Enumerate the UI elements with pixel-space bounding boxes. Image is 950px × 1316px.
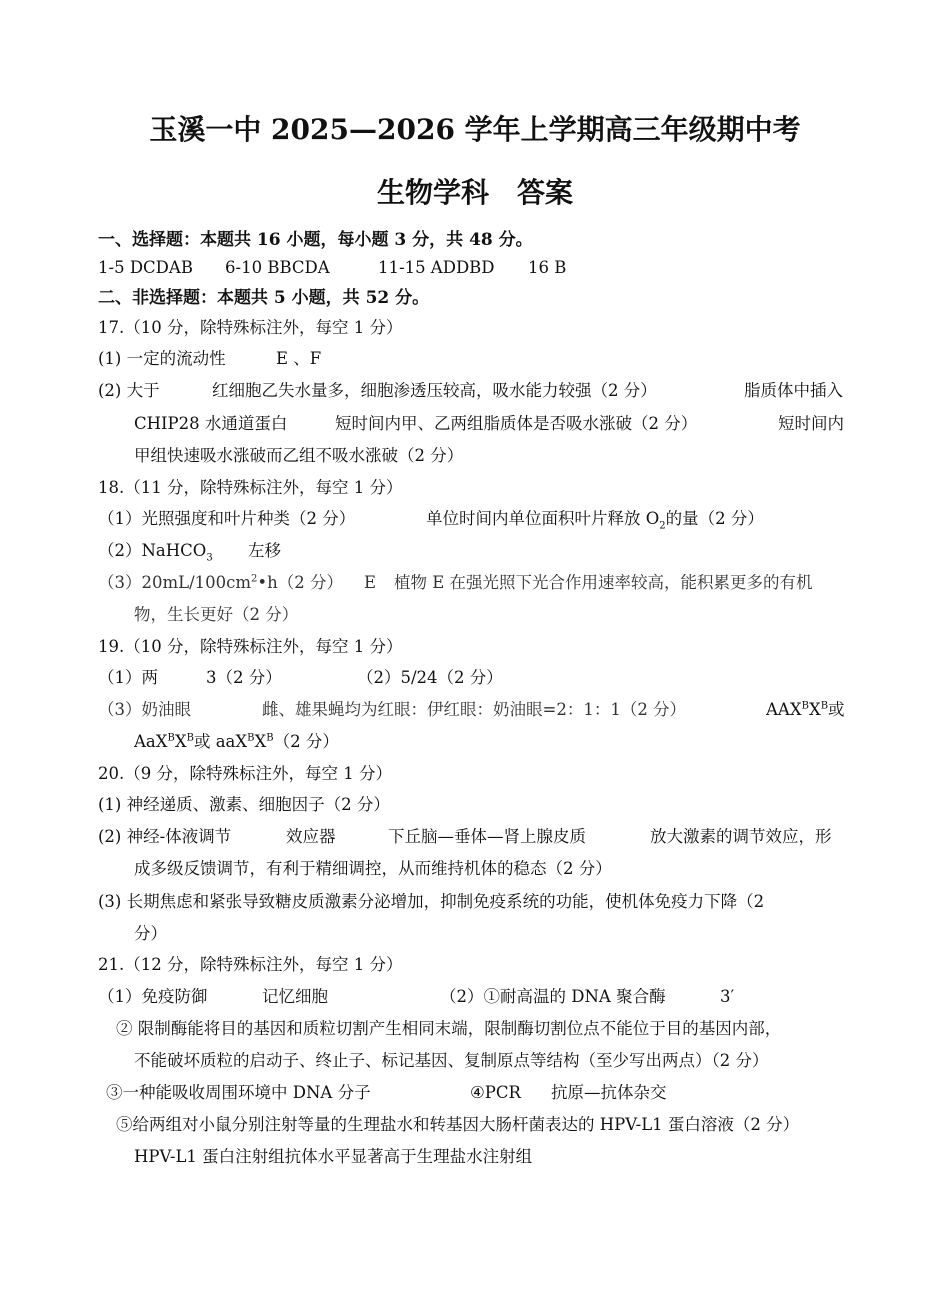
answer-text: 下丘脑—垂体—肾上腺皮质 xyxy=(388,827,586,846)
answer-text: （2）5/24（2 分） xyxy=(357,668,503,687)
answer-text: (2) 大于 xyxy=(98,381,160,400)
answer-text: 成多级反馈调节，有利于精细调控，从而维持机体的稳态（2 分） xyxy=(134,859,612,878)
answer-text: (3) 长期焦虑和紧张导致糖皮质激素分泌增加，抑制免疫系统的功能，使机体免疫力下降（2 xyxy=(98,892,765,911)
answer-text: 不能破坏质粒的启动子、终止子、标记基因、复制原点等结构（至少写出两点）（2 分） xyxy=(134,1051,769,1070)
answer-text: (2) 神经-体液调节 xyxy=(98,827,232,846)
section-heading: 二、非选择题：本题共 5 小题，共 52 分。 xyxy=(98,288,430,308)
section-heading: 一、选择题：本题共 16 小题，每小题 3 分，共 48 分。 xyxy=(98,230,533,250)
answer-text: （1）免疫防御 xyxy=(98,987,208,1006)
answer-text: 3（2 分） xyxy=(206,668,282,687)
answer-text: $(3)20mL/100cm^2•h(2$ 分） xyxy=(98,573,344,592)
answer-text: ④PCR xyxy=(470,1083,521,1102)
answer-text: 抗原—抗体杂交 xyxy=(551,1083,667,1102)
answer-text: (1) 神经递质、激素、细胞因子（2 分） xyxy=(98,795,390,814)
answer-text: E xyxy=(364,573,377,592)
answer-text: HPV-L1 蛋白注射组抗体水平显著高于生理盐水注射组 xyxy=(134,1147,533,1166)
answer-text: $AaX^BX^B$或 $aaX^BX^B(2$ 分） xyxy=(134,732,339,751)
answer-text: 放大激素的调节效应，形 xyxy=(650,827,832,846)
answer-text: 短时间内 xyxy=(778,414,844,433)
answer-text: 3′ xyxy=(720,987,735,1006)
answer-text: （1）两 xyxy=(98,668,158,687)
answer-text: 分） xyxy=(134,924,167,943)
answer-text: 物，生长更好（2 分） xyxy=(134,605,299,624)
answer-text: 脂质体中插入 xyxy=(744,381,843,400)
answer-text: (1) 一定的流动性 xyxy=(98,349,226,368)
answer-text: ② 限制酶能将目的基因和质粒切割产生相同末端，限制酶切割位点不能位于目的基因内部， xyxy=(116,1019,782,1038)
answer-text: 植物 E 在强光照下光合作用速率较高，能积累更多的有机 xyxy=(394,573,813,592)
answer-text: 左移 xyxy=(248,541,281,560)
answer-text: CHIP28 水通道蛋白 xyxy=(134,414,288,433)
page-title: 玉溪一中 2025—2026 学年上学期高三年级期中考 xyxy=(149,113,801,146)
answer-text: E 、F xyxy=(276,349,322,368)
answer-text: 短时间内甲、乙两组脂质体是否吸水涨破（2 分） xyxy=(335,414,698,433)
answer-text: 红细胞乙失水量多，细胞渗透压较高，吸水能力较强（2 分） xyxy=(212,381,657,400)
answer-text: （3）奶油眼 xyxy=(98,700,191,719)
answer-text: $AAX^BX^B$或 xyxy=(766,700,845,719)
question-header: 21.（12 分，除特殊标注外，每空 1 分） xyxy=(98,955,403,974)
answer-text: 效应器 xyxy=(286,827,336,846)
question-header: 19.（10 分，除特殊标注外，每空 1 分） xyxy=(98,637,403,656)
answer-text: 记忆细胞 xyxy=(262,987,328,1006)
question-header: 18.（11 分，除特殊标注外，每空 1 分） xyxy=(98,478,403,497)
question-header: 20.（9 分，除特殊标注外，每空 1 分） xyxy=(98,764,392,783)
answer-text: （2）①耐高温的 DNA 聚合酶 xyxy=(440,987,666,1006)
answer-text: （1）光照强度和叶片种类（2 分） xyxy=(98,509,356,528)
question-header: 17.（10 分，除特殊标注外，每空 1 分） xyxy=(98,318,403,337)
answer-text: （2）NaHCO$_3$ xyxy=(98,541,213,564)
answer-text: 雌、雄果蝇均为红眼：伊红眼：奶油眼=2：1：1（2 分） xyxy=(262,700,687,719)
mc-answer: 11-15 ADDBD xyxy=(378,258,495,277)
answer-text: 单位时间内单位面积叶片释放 $O_2$的量（2 分） xyxy=(426,509,764,532)
answer-text: ⑤给两组对小鼠分别注射等量的生理盐水和转基因大肠杆菌表达的 HPV-L1 蛋白溶液（2 分） xyxy=(116,1115,800,1134)
answer-text: 甲组快速吸水涨破而乙组不吸水涨破（2 分） xyxy=(134,446,464,465)
mc-answer: 6-10 BBCDA xyxy=(225,258,330,277)
mc-answer: 16 B xyxy=(528,258,567,277)
answer-text: ③一种能吸收周围环境中 DNA 分子 xyxy=(106,1083,371,1102)
mc-answer: 1-5 DCDAB xyxy=(98,258,193,277)
page-subtitle: 生物学科 答案 xyxy=(376,176,573,209)
